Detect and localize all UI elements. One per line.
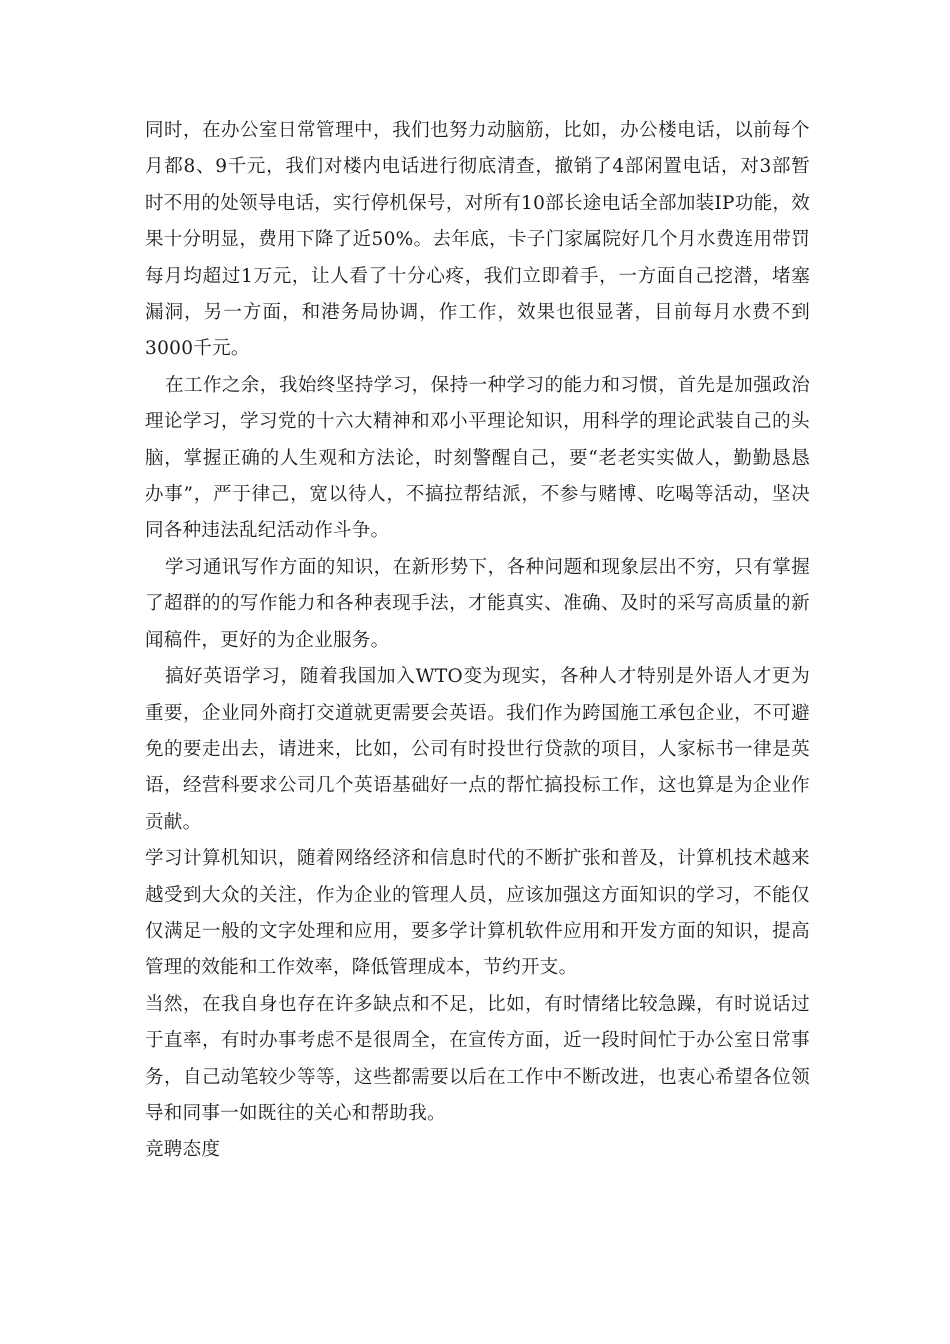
paragraph-english-study: 搞好英语学习，随着我国加入WTO变为现实，各种人才特别是外语人才更为重要，企业同外商打交道就更需要会英语。我们作为跨国施工承包企业，不可避免的要走出去，请进来，比如，公司有时投世行贷款的项目，人家标书一律是英语，经营科要求公司几个英语基础好一点的帮忙搞投标工作，这也算是为企业作贡献。 xyxy=(145,666,810,833)
document-body xyxy=(145,113,810,1169)
paragraph-study-theory: 在工作之余，我始终坚持学习，保持一种学习的能力和习惯，首先是加强政治理论学习，学习党的十六大精神和邓小平理论知识，用科学的理论武装自己的头脑，掌握正确的人生观和方法论，时刻警醒自己，要“老老实实做人，勤勤恳恳办事”，严于律己，宽以待人，不搞拉帮结派，不参与赌博、吃喝等活动，坚决同各种违法乱纪活动作斗争。 xyxy=(145,374,810,542)
paragraph-computer-study: 学习计算机知识，随着网络经济和信息时代的不断扩张和普及，计算机技术越来越受到大众的关注，作为企业的管理人员，应该加强这方面知识的学习，不能仅仅满足一般的文字处理和应用，要多学计算机软件应用和开发方面的知识，提高管理的效能和工作效率，降低管理成本，节约开支。 xyxy=(145,848,810,979)
paragraph-shortcomings: 当然，在我自身也存在许多缺点和不足，比如，有时情绪比较急躁，有时说话过于直率，有时办事考虑不是很周全，在宣传方面，近一段时间忙于办公室日常事务，自己动笔较少等等，这些都需要以后在工作中不断改进，也衷心希望各位领导和同事一如既往的关心和帮助我。 xyxy=(145,993,810,1124)
paragraph-writing-skills: 学习通讯写作方面的知识，在新形势下，各种问题和现象层出不穷，只有掌握了超群的的写作能力和各种表现手法，才能真实、准确、及时的采写高质量的新闻稿件，更好的为企业服务。 xyxy=(145,556,810,651)
section-heading: 竞聘态度 xyxy=(145,1139,221,1161)
paragraph-office-management: 同时，在办公室日常管理中，我们也努力动脑筋，比如，办公楼电话，以前每个月都8、9千元，我们对楼内电话进行彻底清查，撤销了4部闲置电话，对3部暂时不用的处领导电话，实行停机保号，对所有10部长途电话全部加装IP功能，效果十分明显，费用下降了近50%。去年底，卡子门家属院好几个月水费连用带罚每月均超过1万元，让人看了十分心疼，我们立即着手，一方面自己挖潜，堵塞漏洞，另一方面，和港务局协调，作工作，效果也很显著，目前每月水费不到3000千元。 xyxy=(145,120,810,360)
